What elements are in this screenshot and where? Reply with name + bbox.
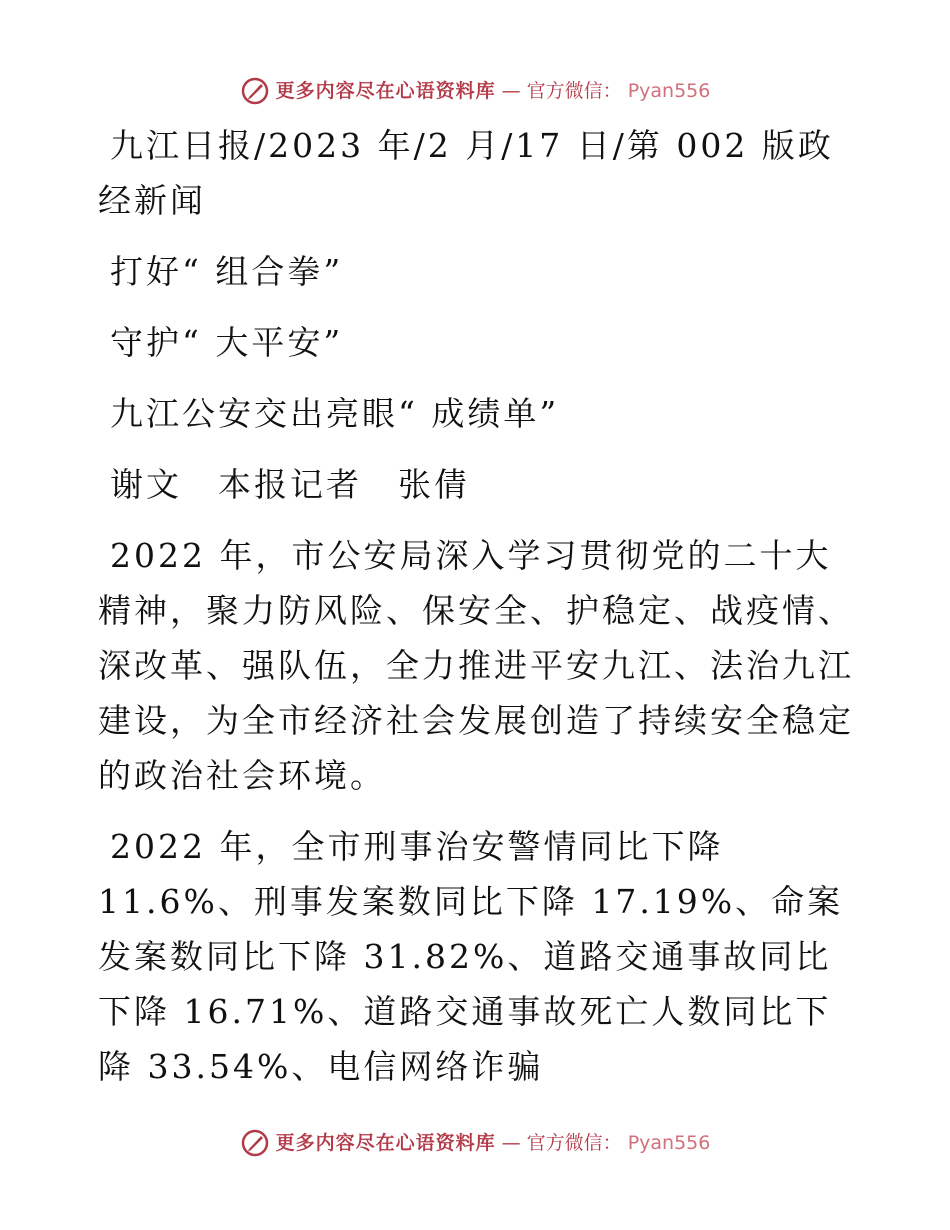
quill-logo-icon xyxy=(240,1128,270,1158)
article-source-line: 九江日报/2023 年/2 月/17 日/第 002 版政经新闻 xyxy=(98,126,834,220)
watermark-wechat-label: 官方微信： xyxy=(526,1132,622,1154)
quill-logo-icon xyxy=(240,76,270,106)
watermark-main-text: 更多内容尽在心语资料库 xyxy=(275,80,496,102)
article-paragraph: 2022 年，市公安局深入学习贯彻党的二十大精神，聚力防风险、保安全、护稳定、战疫情、深改革、强队伍，全力推进平安九江、法治九江建设，为全市经济社会发展创造了持续安全稳定的政治社会环境。 xyxy=(98,536,854,795)
headline-line-1: 打好“ 组合拳” xyxy=(110,252,344,291)
watermark-separator: — xyxy=(501,80,521,102)
headline-line-3: 九江公安交出亮眼“ 成绩单” xyxy=(110,394,560,433)
headline-line-2: 守护“ 大平安” xyxy=(110,323,344,362)
watermark-footer xyxy=(0,1128,950,1158)
article-byline: 谢文 本报记者 张倩 xyxy=(110,465,470,504)
watermark-wechat-id: Pyan556 xyxy=(627,1132,711,1154)
watermark-main-text: 更多内容尽在心语资料库 xyxy=(275,1132,496,1154)
article-body xyxy=(98,118,858,1110)
article-paragraph: 2022 年，全市刑事治安警情同比下降 11.6%、刑事发案数同比下降 17.19%、命案发案数同比下降 31.82%、道路交通事故同比下降 16.71%、道路交通事故死亡人数同比下降 33.54%、电信网络诈骗 xyxy=(98,827,844,1086)
watermark-wechat-id: Pyan556 xyxy=(627,80,711,102)
watermark-wechat-label: 官方微信： xyxy=(526,80,622,102)
watermark-separator: — xyxy=(501,1132,521,1154)
watermark-header xyxy=(0,76,950,106)
